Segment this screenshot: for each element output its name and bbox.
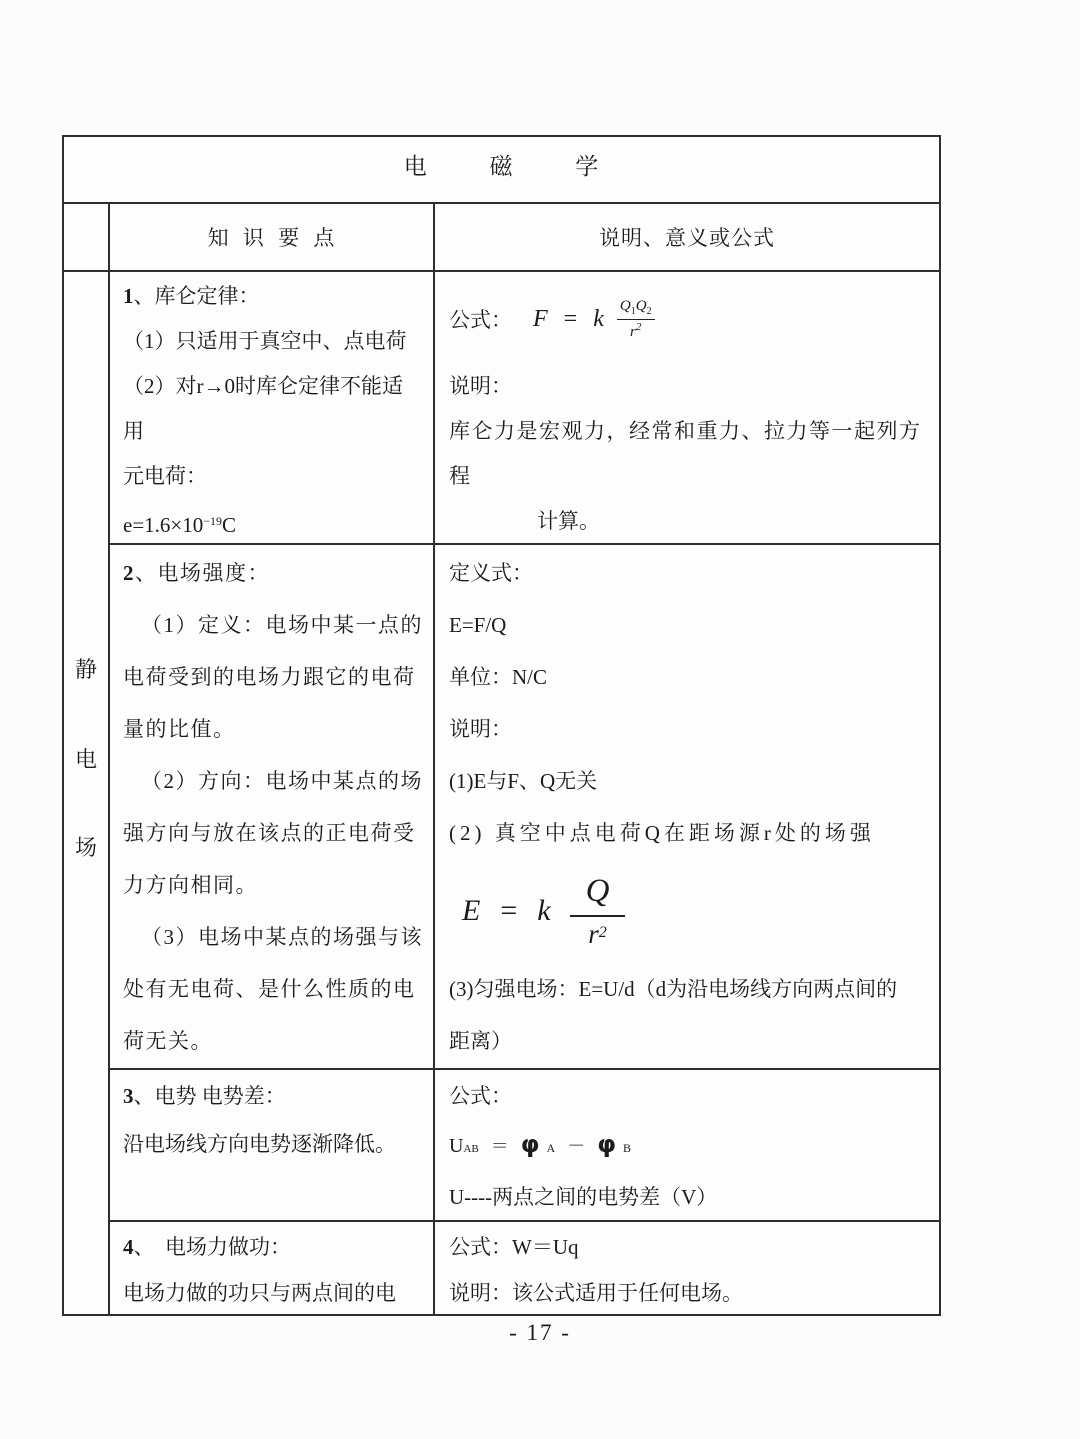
work-points-cell [110,1222,435,1314]
fraction-numerator: Q [570,873,626,917]
text-line: U----两点之间的电势差（V） [449,1185,718,1209]
text-line: 公式： [449,1084,512,1108]
field-strength-formula-cell [435,545,939,1068]
equals-sign: ＝ [490,1136,509,1156]
table-header-row [64,204,939,272]
phi-b-subscript: B [622,1141,631,1155]
fraction [617,298,655,341]
phi-a-subscript: A [546,1141,556,1155]
text-line: （3）电场中某点的场强与该 [141,925,423,949]
text-line: (2) 真空中点电荷Q在距场源r处的场强 [449,821,875,845]
fraction-denominator [617,320,655,341]
charge-unit: C [222,513,237,537]
potential-formula-cell [435,1070,939,1220]
text-line: 力方向相同。 [123,873,258,897]
item-title: 、电场强度： [135,561,270,585]
text-line: 元电荷： [123,464,207,488]
text-line: 距离） [449,1029,512,1053]
text-line: （1）定义：电场中某一点的 [141,613,423,637]
text-line: （2）方向：电场中某点的场 [141,769,423,793]
u-subscript: AB [463,1143,479,1155]
phi-b: φ [597,1130,616,1158]
text-line: (3)匀强电场：E=U/d（d为沿电场线方向两点间的 [449,977,898,1001]
constant-k: k [537,894,551,927]
text-line: 定义式： [449,561,533,585]
text-line: 用 [123,419,144,443]
radius-r: r [630,323,636,340]
text-line: （1）只适用于真空中、点电荷 [123,329,407,353]
coulomb-law-points-cell [110,272,435,543]
table-body [64,272,939,1314]
side-label-electrostatic-field [64,272,110,1314]
text-line: 库仑力是宏观力，经常和重力、拉力等一起列方程 [449,419,922,488]
fraction-denominator [570,917,626,950]
work-formula-cell [435,1222,939,1314]
text-line: 量的比值。 [123,717,236,741]
point-charge-field-formula [449,859,931,963]
item-number: 3 [123,1084,134,1108]
side-char-dian: 电 [74,747,97,772]
field-strength-points-cell [110,545,435,1068]
item-number: 1 [123,284,134,308]
item-heading [123,274,423,319]
text-line: (1)E与F、Q无关 [449,769,598,793]
page-number: - 17 - [509,1320,571,1345]
content-rows [110,272,939,1314]
text-line: 强方向与放在该点的正电荷受 [123,821,416,845]
item-heading [123,547,423,599]
voltage-u: U [449,1135,464,1157]
fraction-numerator [617,298,655,320]
q1-subscript: 1 [630,305,636,317]
text-line: 公式：W＝Uq [449,1235,579,1259]
row-potential-difference [110,1070,939,1222]
equals-sign: = [563,305,578,332]
equals-sign: = [500,894,518,927]
q2-subscript: 2 [646,305,652,317]
r-exponent: 2 [598,923,607,941]
electromagnetism-table [62,135,941,1316]
text-line: 单位：N/C [449,665,548,689]
coulomb-formula-line [449,274,931,364]
potential-difference-formula [449,1120,931,1173]
text-line: 电荷受到的电场力跟它的电荷 [123,665,416,689]
item-title: 、电势 电势差： [133,1084,286,1108]
row-field-strength [110,545,939,1070]
item-title: 、 电场力做功： [133,1235,291,1259]
constant-k: k [593,305,604,332]
text-line: 说明：该公式适用于任何电场。 [449,1281,743,1305]
text-line: 计算。 [537,509,600,533]
text-line: 荷无关。 [123,1029,213,1053]
header-corner-cell [64,204,110,270]
item-title: 、库仑定律： [133,284,260,308]
text-line: 说明： [449,374,512,398]
row-coulomb-law [110,272,939,545]
charge-q1: Q [619,297,631,314]
table-title: 电 磁 学 [64,137,939,204]
elementary-charge-value [123,499,423,543]
header-knowledge-points: 知 识 要 点 [110,204,435,270]
text-line: 处有无电荷、是什么性质的电 [123,977,416,1001]
text-line: E=F/Q [449,613,507,637]
row-electric-force-work [110,1222,939,1314]
header-explanation: 说明、意义或公式 [599,226,775,250]
text-line: 说明： [449,717,512,741]
formula-lhs: E [462,894,481,927]
text-line: 沿电场线方向电势逐渐降低。 [123,1132,396,1156]
item-heading [123,1072,423,1120]
charge-base: e=1.6×10 [123,513,204,537]
side-char-jing: 静 [74,657,97,682]
item-number: 4 [123,1235,134,1259]
formula-lhs: F [533,305,548,332]
text-line: 电场力做的功只与两点间的电 [123,1281,396,1305]
coulomb-formula [526,298,655,341]
r-exponent: 2 [635,320,642,333]
charge-q2: Q [635,297,647,314]
formula-label: 公式： [449,308,512,332]
phi-a: φ [520,1130,540,1158]
coulomb-law-formula-cell [435,272,939,543]
charge-exponent: −19 [203,514,223,528]
fraction [570,873,626,950]
potential-points-cell [110,1070,435,1220]
side-char-chang: 场 [74,835,97,860]
item-heading [123,1224,423,1270]
radius-r: r [588,918,599,949]
text-line: （2）对r→0时库仑定律不能适 [123,374,403,398]
item-number: 2 [123,561,135,585]
minus-sign: － [567,1136,586,1156]
